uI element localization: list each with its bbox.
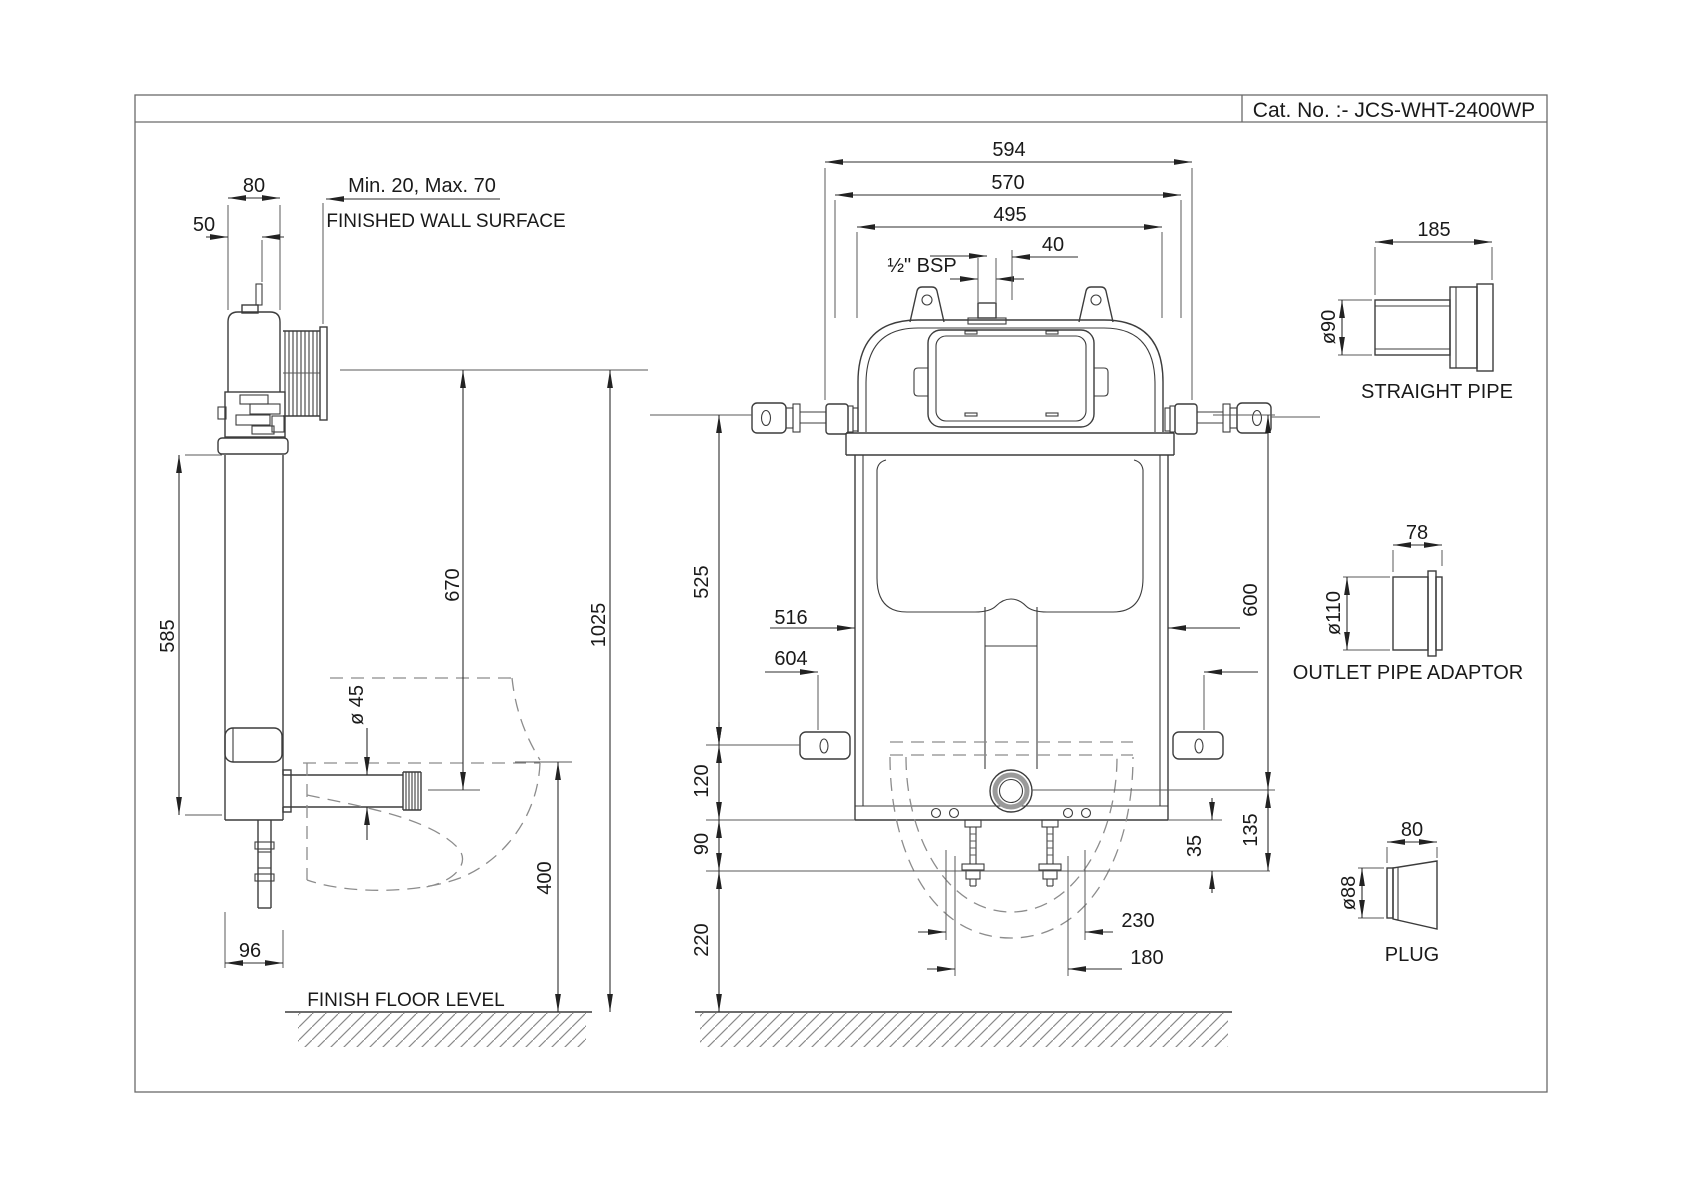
dim-135: 135	[1240, 813, 1262, 847]
cistern-column-side	[225, 455, 283, 908]
detail-straight-pipe	[1318, 219, 1513, 403]
lug-hole-right	[1091, 295, 1101, 305]
dim-600: 600	[1240, 583, 1262, 617]
dim-90: 90	[691, 832, 713, 856]
wall-thickness-note: Min. 20, Max. 70	[348, 175, 496, 197]
dim-670: 670	[442, 568, 464, 602]
floor-side	[285, 990, 592, 1047]
dim-dia-45: ø 45	[346, 684, 368, 726]
floor-bracket-left	[800, 732, 850, 759]
side-view-dimensions	[157, 175, 648, 1012]
bsp-inlet-fitting	[978, 303, 996, 318]
dim-50: 50	[192, 214, 216, 236]
dim-120: 120	[691, 764, 713, 798]
dim-516: 516	[774, 607, 808, 629]
dim-80: 80	[242, 175, 266, 197]
dim-96: 96	[238, 940, 262, 962]
dim-78: 78	[1405, 522, 1429, 544]
dim-dia-110: ø110	[1323, 590, 1345, 636]
dim-185: 185	[1417, 219, 1451, 241]
hanger-bolt-right	[1039, 820, 1061, 886]
dim-dia-88: ø88	[1338, 875, 1360, 911]
straight-pipe-label: STRAIGHT PIPE	[1361, 381, 1513, 403]
wall-bracket-right	[1165, 403, 1320, 434]
dim-230: 230	[1121, 910, 1155, 932]
cistern-tank-front	[846, 433, 1174, 820]
side-view	[157, 175, 648, 1047]
dim-35: 35	[1184, 834, 1206, 858]
floor-bracket-right	[1173, 732, 1223, 759]
flush-valve-side	[218, 284, 327, 454]
access-panel	[914, 330, 1108, 427]
dim-180: 180	[1130, 947, 1164, 969]
dim-570: 570	[991, 172, 1025, 194]
dim-1025: 1025	[588, 602, 610, 648]
dim-525: 525	[691, 565, 713, 599]
wall-bracket-left	[752, 403, 858, 434]
floor-front	[695, 1012, 1232, 1047]
detail-plug	[1338, 819, 1439, 966]
support-frame	[858, 287, 1163, 432]
front-view	[650, 139, 1320, 1047]
finished-wall-surface-label: FINISHED WALL SURFACE	[326, 211, 566, 232]
catalog-number: Cat. No. :- JCS-WHT-2400WP	[1252, 99, 1536, 122]
dim-585: 585	[157, 619, 179, 653]
front-view-dimensions	[650, 139, 1275, 1012]
hanger-bolt-left	[962, 820, 984, 886]
lug-hole-left	[922, 295, 932, 305]
floor-level-label: FINISH FLOOR LEVEL	[307, 990, 505, 1011]
dim-594: 594	[992, 139, 1026, 161]
dim-220: 220	[691, 923, 713, 957]
dim-dia-90: ø90	[1318, 309, 1340, 345]
dim-80-plug: 80	[1400, 819, 1424, 841]
outlet-pipe-side	[283, 770, 421, 812]
dim-604: 604	[774, 648, 808, 670]
dim-400: 400	[534, 861, 556, 895]
dim-bsp: ½" BSP	[887, 255, 957, 277]
dim-40: 40	[1041, 234, 1065, 256]
plug-label: PLUG	[1384, 944, 1440, 966]
dim-495: 495	[993, 204, 1027, 226]
outlet-pipe-adaptor-label: OUTLET PIPE ADAPTOR	[1292, 662, 1524, 684]
wc-pan-outline-front	[890, 742, 1133, 938]
detail-outlet-pipe-adaptor	[1293, 522, 1523, 684]
